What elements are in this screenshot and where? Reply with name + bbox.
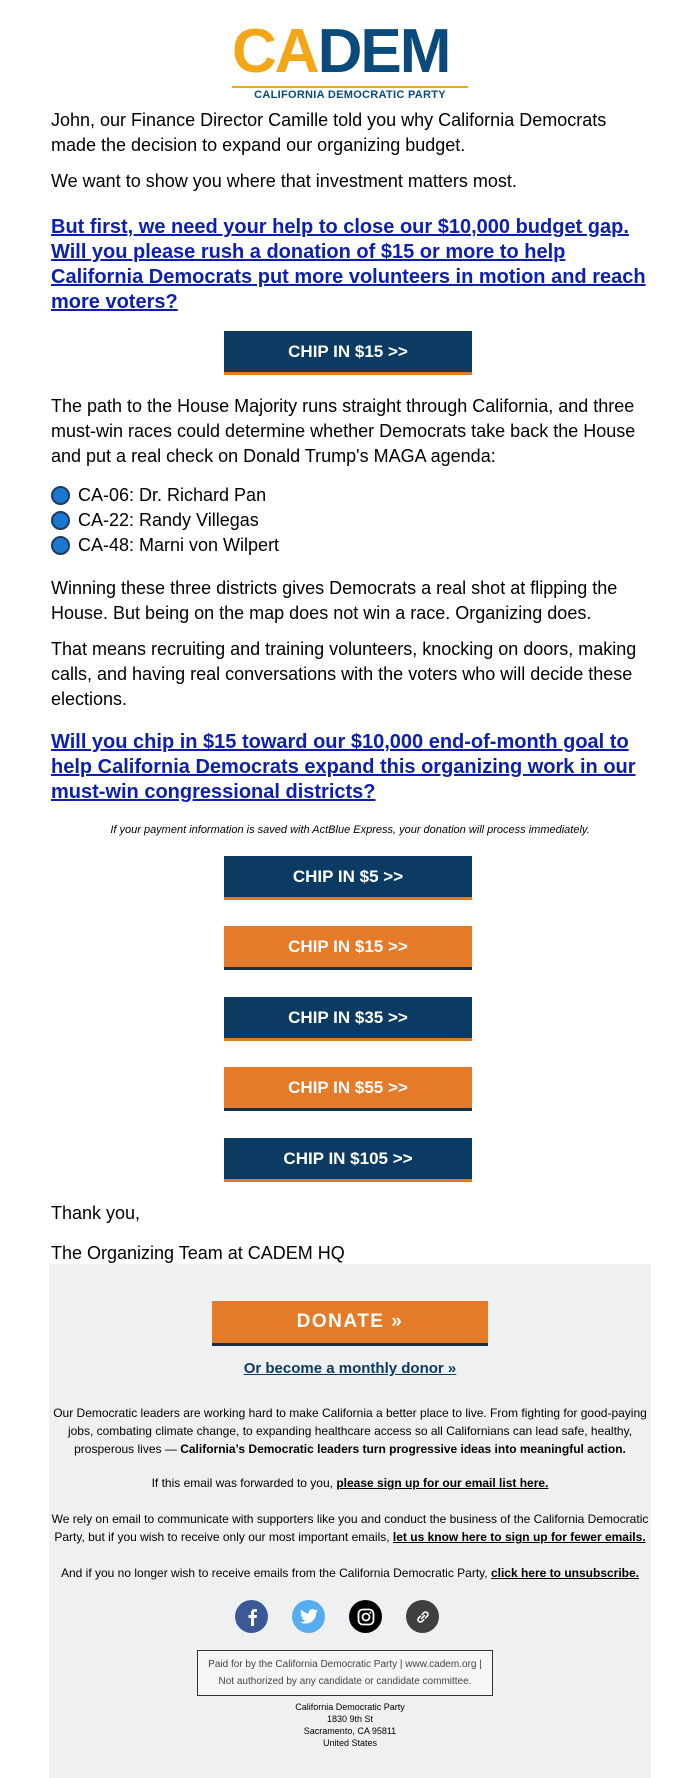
facebook-icon[interactable] <box>235 1600 268 1633</box>
unsubscribe-paragraph <box>49 1564 651 1582</box>
chip-in-105-button[interactable]: CHIP IN $105 >> <box>224 1138 472 1182</box>
budget-gap-link[interactable]: But first, we need your help to close our $10,000 budget gap. Will you please rush a donation of $15 or more to help California Democrats put more volunteers in motion and reach more voters? <box>51 216 646 313</box>
twitter-icon[interactable] <box>292 1600 325 1633</box>
signup-link[interactable]: please sign up for our email list here. <box>336 1476 549 1490</box>
race-item <box>51 483 551 508</box>
signoff-text: The Organizing Team at CADEM HQ <box>51 1243 345 1263</box>
instagram-glyph <box>357 1608 375 1626</box>
bullet-dot-icon <box>51 486 70 505</box>
address-line: California Democratic Party <box>295 1702 405 1712</box>
mailing-address <box>49 1701 651 1749</box>
address-line: Sacramento, CA 95811 <box>303 1726 397 1736</box>
mission-bold-text: California’s Democratic leaders turn progressive ideas into meaningful action. <box>180 1442 626 1456</box>
email-preferences-paragraph <box>49 1510 651 1546</box>
actblue-note: If your payment information is saved with ActBlue Express, your donation will process immediately. <box>110 824 590 836</box>
race-item <box>51 533 551 558</box>
link-glyph <box>415 1609 431 1625</box>
logo-dem: DEM <box>317 17 450 86</box>
chip-in-55-button[interactable]: CHIP IN $55 >> <box>224 1067 472 1111</box>
logo-ca: CA <box>232 17 318 86</box>
chip-in-15-top-button[interactable]: CHIP IN $15 >> <box>224 331 472 375</box>
end-of-month-goal-link[interactable]: Will you chip in $15 toward our $10,000 end-of-month goal to help California Democrats expand this organizing work in our must-win congressional districts? <box>51 731 636 803</box>
email-footer <box>49 1264 651 1778</box>
chip-in-15-button[interactable]: CHIP IN $15 >> <box>224 926 472 970</box>
race-label: CA-06: Dr. Richard Pan <box>78 485 267 505</box>
unsubscribe-link[interactable]: click here to unsubscribe. <box>490 1566 640 1580</box>
race-item <box>51 508 551 533</box>
bullet-dot-icon <box>51 536 70 555</box>
chip-in-5-button[interactable]: CHIP IN $5 >> <box>224 856 472 900</box>
race-label: CA-48: Marni von Wilpert <box>78 535 280 555</box>
cadem-logo[interactable] <box>232 17 468 101</box>
facebook-glyph <box>245 1608 259 1626</box>
address-line: United States <box>322 1738 378 1748</box>
fewer-emails-link[interactable]: let us know here to sign up for fewer emails. <box>392 1530 646 1544</box>
mission-text: Our Democratic leaders are working hard to make California a better place to live. From fighting for good-paying jobs, combating climate change, to expanding healthcare access so all Californians can lead safe, healthy, prosperous lives — <box>53 1406 647 1456</box>
winning-paragraph: Winning these three districts gives Democrats a real shot at flipping the House. But being on the map does not win a race. Organizing does. <box>51 578 618 623</box>
race-label: CA-22: Randy Villegas <box>78 510 259 530</box>
unsubscribe-text: And if you no longer wish to receive emails from the California Democratic Party, <box>60 1566 488 1580</box>
paid-line-2: Not authorized by any candidate or candidate committee. <box>218 1676 472 1687</box>
intro-paragraph: John, our Finance Director Camille told you why California Democrats made the decision to expand our organizing budget. <box>51 110 607 155</box>
address-line: 1830 9th St <box>326 1714 374 1724</box>
forward-paragraph <box>49 1474 651 1492</box>
footer-mission-paragraph <box>49 1404 651 1458</box>
organizing-paragraph: That means recruiting and training volunteers, knocking on doors, making calls, and having real conversations with the voters who will decide these elections. <box>51 639 637 709</box>
investment-paragraph: We want to show you where that investment matters most. <box>51 171 517 191</box>
rely-text: We rely on email to communicate with supporters like you and conduct the business of the California Democratic Party, but if you wish to receive only our most important emails, <box>51 1512 649 1544</box>
paid-line-1: Paid for by the California Democratic Party | www.cadem.org | <box>208 1659 482 1670</box>
bullet-dot-icon <box>51 511 70 530</box>
donate-button[interactable]: DONATE » <box>212 1301 488 1346</box>
forward-text: If this email was forwarded to you, <box>151 1476 333 1490</box>
paid-for-disclaimer <box>197 1650 493 1696</box>
house-majority-paragraph: The path to the House Majority runs straight through California, and three must-win races could determine whether Democrats take back the House and put a real check on Donald Trump's MAGA agenda: <box>51 396 636 466</box>
thank-you-text: Thank you, <box>51 1203 141 1223</box>
logo-wordmark <box>232 17 450 86</box>
link-icon[interactable] <box>406 1600 439 1633</box>
monthly-donor-link[interactable]: Or become a monthly donor » <box>243 1360 457 1377</box>
logo-underline <box>232 86 468 88</box>
chip-in-35-button[interactable]: CHIP IN $35 >> <box>224 997 472 1041</box>
instagram-icon[interactable] <box>349 1600 382 1633</box>
twitter-glyph <box>300 1609 318 1624</box>
logo-subtitle: CALIFORNIA DEMOCRATIC PARTY <box>254 89 446 101</box>
